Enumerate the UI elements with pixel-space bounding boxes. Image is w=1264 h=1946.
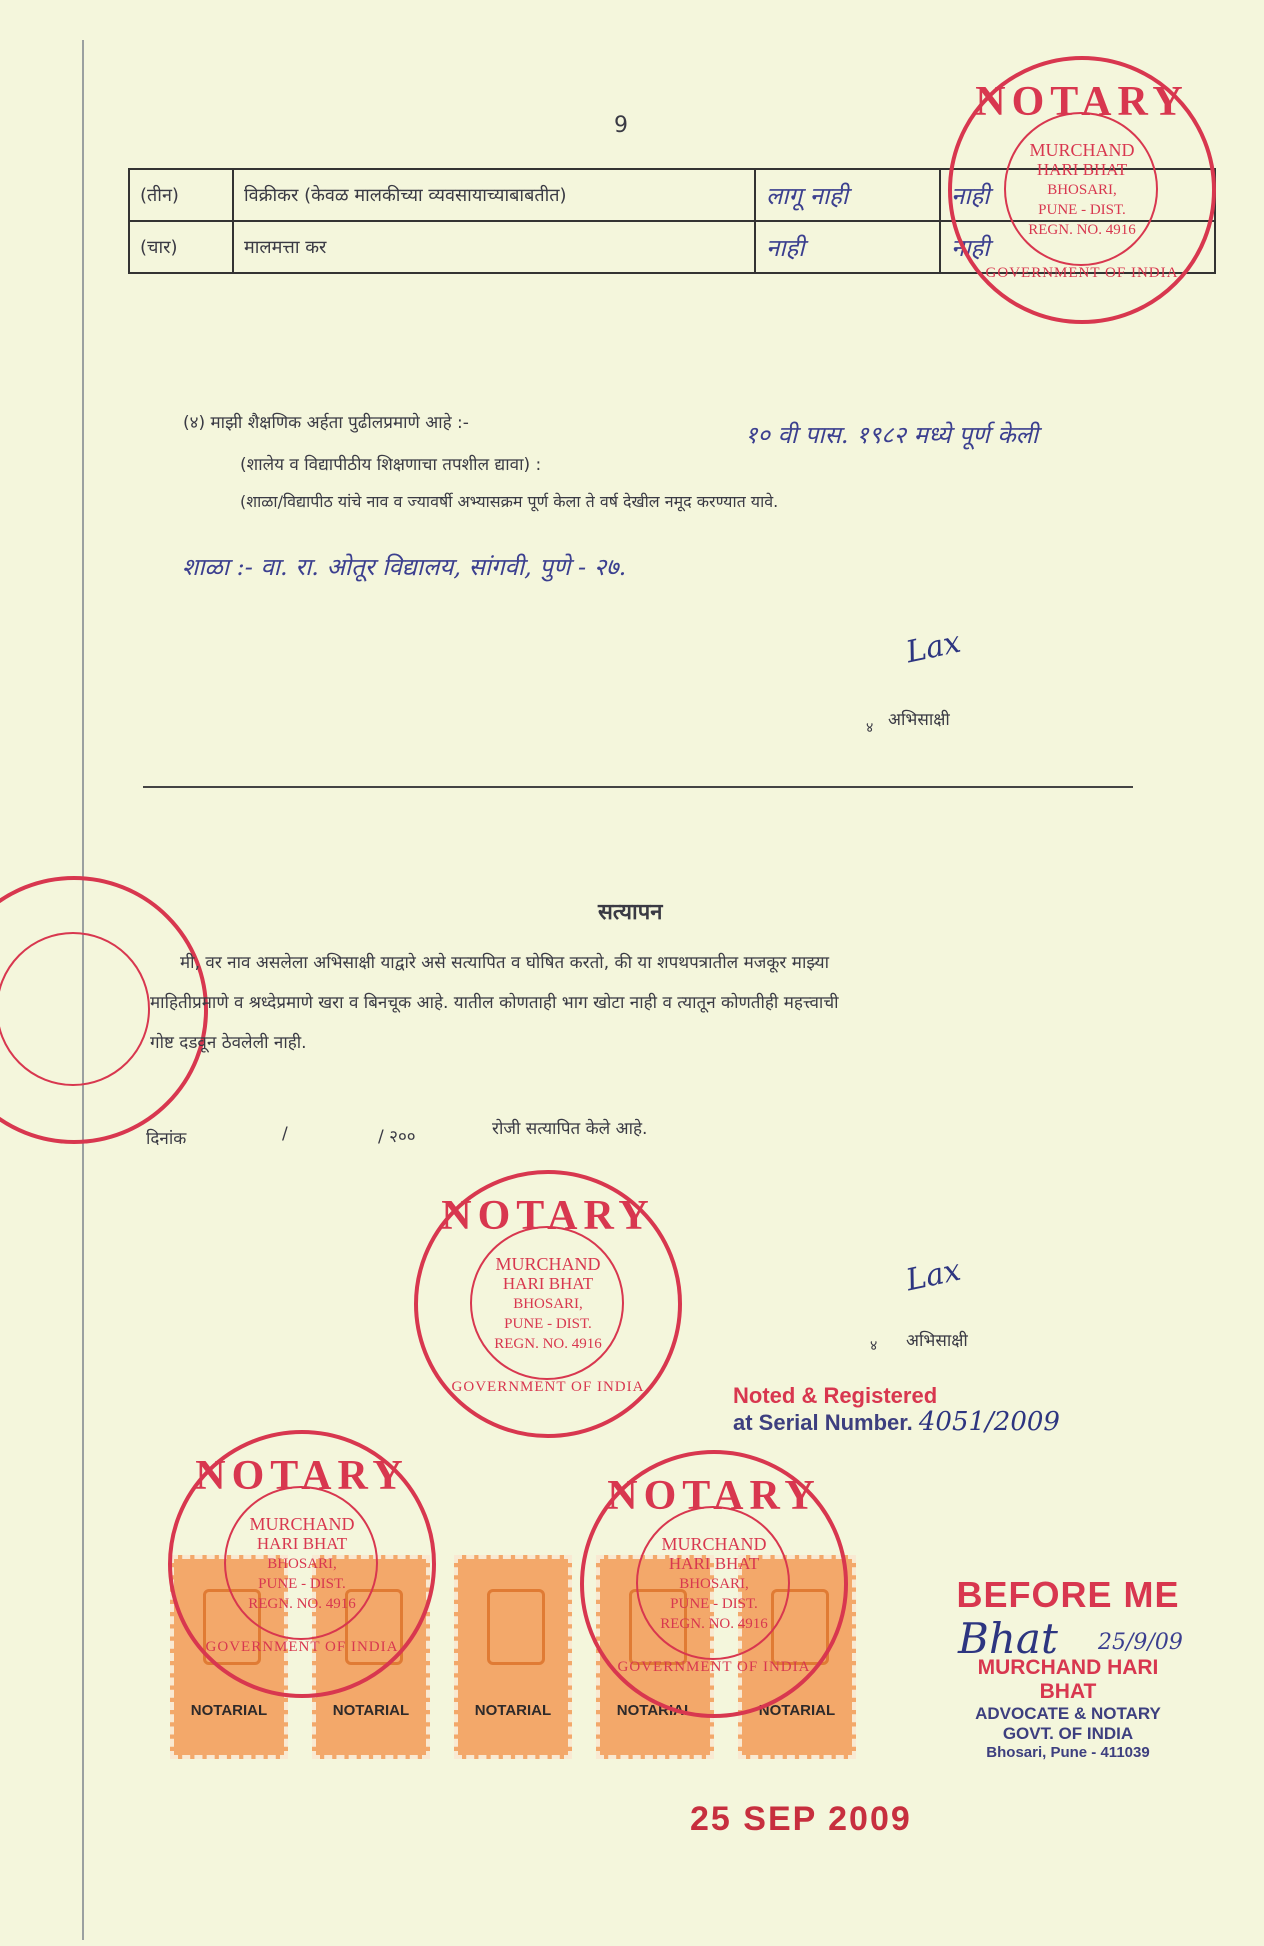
qualification-detail: (शालेय व विद्यापीठीय शिक्षणाचा तपशील द्यावा) : <box>240 455 542 475</box>
stamp-label: NOTARIAL <box>758 1702 836 1719</box>
handwritten-entry: नाही <box>940 221 1215 273</box>
stamp-name: HARI BHAT <box>1036 160 1128 179</box>
date-slash: / २०० <box>378 1127 416 1147</box>
signature-mark: ४ <box>870 1338 878 1354</box>
date-label: दिनांक <box>146 1129 187 1149</box>
stamp-name: HARI BHAT <box>502 1274 594 1293</box>
qualification-line: (४) माझी शैक्षणिक अर्हता पुढीलप्रमाणे आहे :- <box>183 413 469 433</box>
signature-label: अभिसाक्षी <box>906 1331 968 1351</box>
signature-mark: ४ <box>866 720 874 736</box>
stamp-label: NOTARIAL <box>332 1702 410 1719</box>
stamp-dist: PUNE - DIST. <box>1038 202 1126 218</box>
stamp-dist: PUNE - DIST. <box>670 1596 758 1612</box>
notary-name: MURCHAND HARI BHAT <box>977 1656 1159 1703</box>
deponent-signature: Lax <box>902 624 964 671</box>
registration-stamp <box>733 1382 1060 1436</box>
stamp-title: NOTARY <box>975 79 1189 125</box>
signature-date: 25/9/09 <box>1098 1630 1183 1655</box>
stamp-name: MURCHAND <box>661 1534 767 1554</box>
stamp-name: MURCHAND <box>495 1254 601 1274</box>
stamp-regn: REGN. NO. 4916 <box>1028 222 1136 238</box>
registration-line: Noted & Registered <box>733 1383 938 1408</box>
date-stamp: 25 SEP 2009 <box>690 1800 912 1838</box>
verification-paragraph: गोष्ट दडवून ठेवलेली नाही. <box>150 1033 307 1053</box>
notary-stamp <box>414 1170 682 1438</box>
stamp-bottom: GOVERNMENT OF INDIA <box>985 265 1179 281</box>
stamp-dist: PUNE - DIST. <box>258 1576 346 1592</box>
stamp-name: MURCHAND <box>249 1514 355 1534</box>
notary-stamp <box>948 56 1216 324</box>
date-slash: / <box>282 1124 288 1144</box>
row-label: विक्रीकर (केवळ मालकीच्या व्यवसायाच्याबाबतीत) <box>233 169 755 221</box>
serial-number: 4051/2009 <box>918 1407 1060 1437</box>
stamp-regn: REGN. NO. 4916 <box>494 1336 602 1352</box>
verification-paragraph: मी, वर नाव असलेला अभिसाक्षी याद्वारे असे सत्यापित व घोषित करतो, की या शपथपत्रातील मजकूर माझ्या <box>180 953 830 973</box>
notary-stamp <box>580 1450 848 1718</box>
stamp-title: NOTARY <box>195 1453 409 1499</box>
revenue-stamp <box>454 1555 572 1759</box>
notary-stamp <box>168 1430 436 1698</box>
stamp-bottom: GOVERNMENT OF INDIA <box>451 1379 645 1395</box>
stamp-label: NOTARIAL <box>190 1702 268 1719</box>
stamp-name: HARI BHAT <box>668 1554 760 1573</box>
handwritten-entry: लागू नाही <box>755 169 940 221</box>
before-me-stamp <box>948 1574 1188 1761</box>
verification-paragraph: माहितीप्रमाणे व श्रध्देप्रमाणे खरा व बिनचूक आहे. यातील कोणताही भाग खोटा नाही व त्यातून कोणतीही महत्त्वाची <box>150 993 839 1013</box>
stamp-place: BHOSARI, <box>513 1296 583 1312</box>
stamp-bottom: GOVERNMENT OF INDIA <box>617 1659 811 1675</box>
handwritten-qualification: १० वी पास. १९८२ मध्ये पूर्ण केली <box>745 421 1039 449</box>
stamp-regn: REGN. NO. 4916 <box>660 1616 768 1632</box>
notary-address: Bhosari, Pune - 411039 <box>986 1744 1150 1761</box>
row-number: (तीन) <box>129 169 233 221</box>
date-suffix: रोजी सत्यापित केले आहे. <box>492 1119 648 1139</box>
deponent-signature: Lax <box>902 1252 964 1299</box>
row-number: (चार) <box>129 221 233 273</box>
divider <box>143 786 1133 788</box>
registration-prefix: at Serial Number. <box>733 1410 913 1435</box>
page-number: 9 <box>614 113 628 138</box>
stamp-regn: REGN. NO. 4916 <box>248 1596 356 1612</box>
notary-role: ADVOCATE & NOTARY <box>975 1704 1161 1723</box>
stamp-place: BHOSARI, <box>267 1556 337 1572</box>
handwritten-entry: नाही <box>940 169 1215 221</box>
stamp-dist: PUNE - DIST. <box>504 1316 592 1332</box>
stamp-name: MURCHAND <box>1029 140 1135 160</box>
handwritten-school: शाळा :- वा. रा. ओतूर विद्यालय, सांगवी, पुणे - २७. <box>182 553 627 581</box>
verification-heading: सत्यापन <box>598 900 663 925</box>
stamp-place: BHOSARI, <box>679 1576 749 1592</box>
stamp-label: NOTARIAL <box>474 1702 552 1719</box>
stamp-name: HARI BHAT <box>256 1534 348 1553</box>
stamp-title: NOTARY <box>441 1193 655 1239</box>
qualification-note: (शाळा/विद्यापीठ यांचे नाव व ज्यावर्षी अभ्यासक्रम पूर्ण केला ते वर्ष देखील नमूद करण्यात यावे. <box>240 492 779 511</box>
stamp-bottom: GOVERNMENT OF INDIA <box>205 1639 399 1655</box>
row-label: मालमत्ता कर <box>233 221 755 273</box>
stamp-label: NOTARIAL <box>616 1702 694 1719</box>
signature-label: अभिसाक्षी <box>888 710 950 730</box>
notary-signature: Bhat <box>958 1614 1058 1663</box>
before-me-title: BEFORE ME <box>956 1574 1180 1615</box>
stamp-title: NOTARY <box>607 1473 821 1519</box>
stamp-place: BHOSARI, <box>1047 182 1117 198</box>
notary-govt: GOVT. OF INDIA <box>1002 1724 1134 1743</box>
handwritten-entry: नाही <box>755 221 940 273</box>
